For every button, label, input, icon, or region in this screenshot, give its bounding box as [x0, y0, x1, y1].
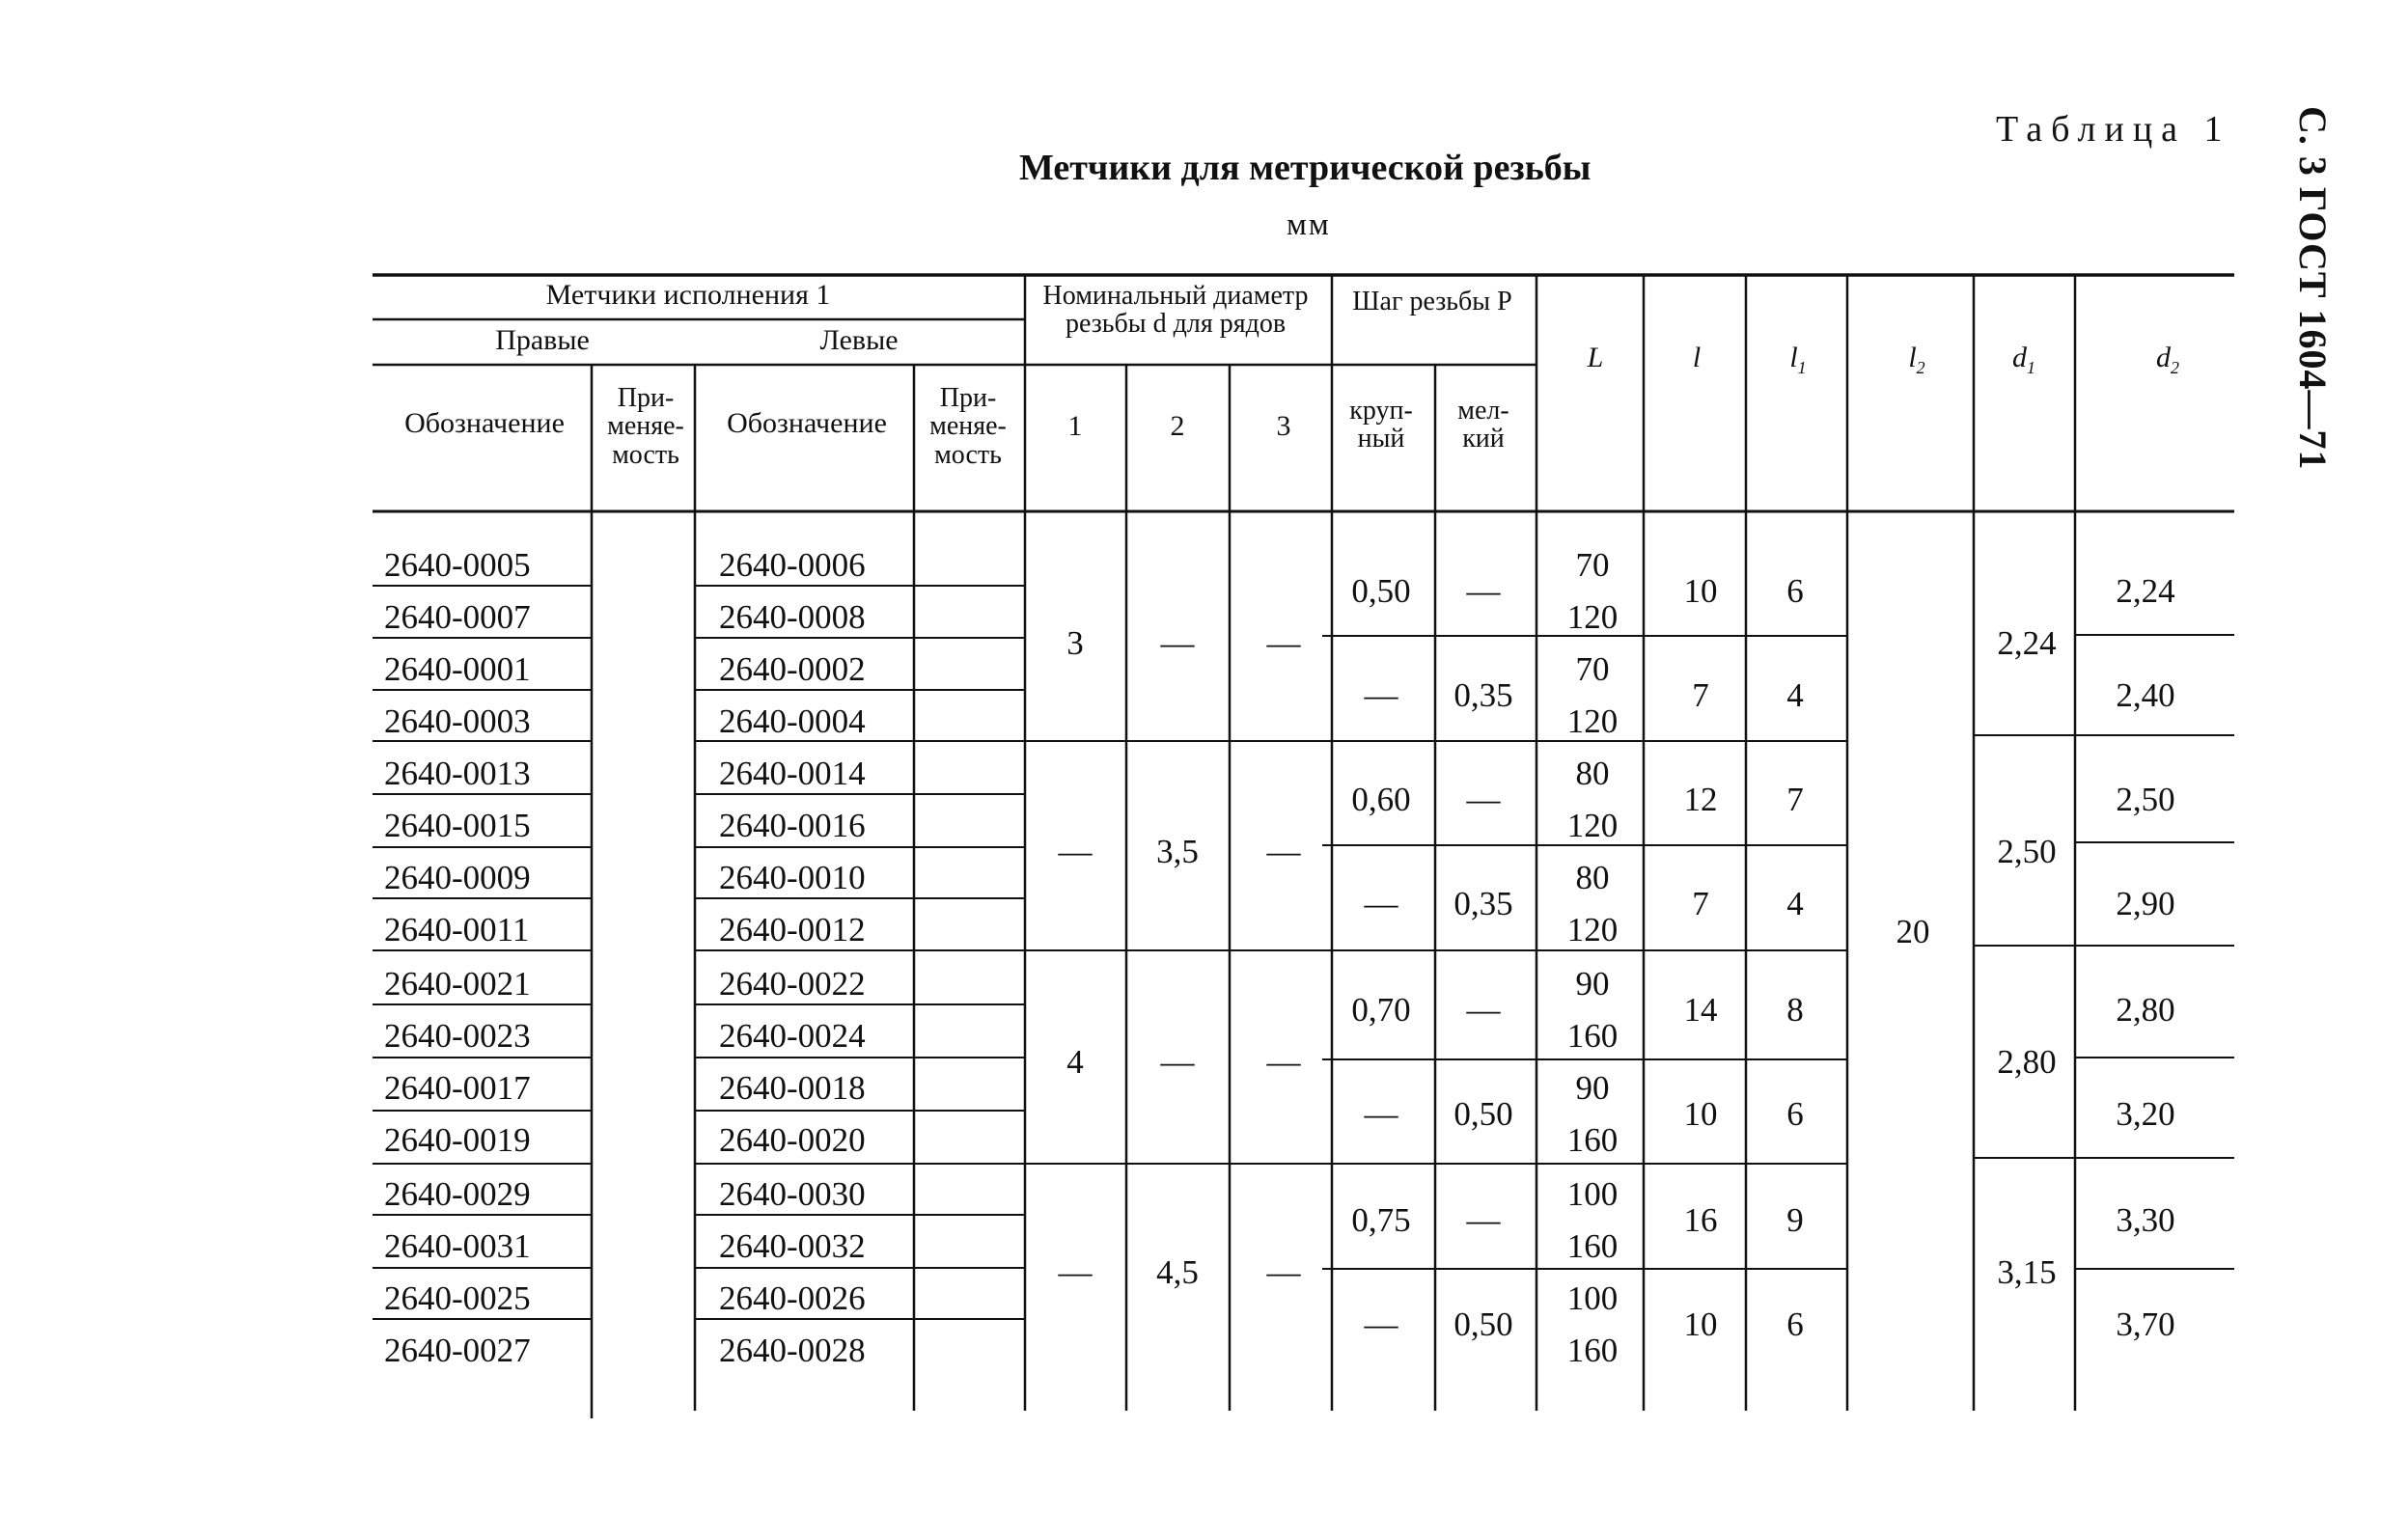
- diameter-row-2-cell: 3,5: [1156, 833, 1199, 870]
- length-l-cell: 10: [1683, 1095, 1718, 1133]
- right-designation-cell: 2640-0003: [384, 702, 531, 740]
- pitch-fine-cell: —: [1466, 1201, 1501, 1239]
- left-designation-cell: 2640-0006: [719, 546, 866, 584]
- right-designation-cell: 2640-0023: [384, 1017, 531, 1055]
- header-left-taps: Левые: [819, 324, 899, 356]
- left-designation-cell: 2640-0014: [719, 755, 866, 792]
- length-l-cell: 10: [1683, 572, 1718, 610]
- right-designation-cell: 2640-0029: [384, 1175, 531, 1213]
- diameter-row-3-cell: —: [1266, 624, 1301, 662]
- pitch-fine-cell: 0,50: [1453, 1305, 1513, 1343]
- right-designation-cell: 2640-0015: [384, 807, 531, 844]
- diameter-d1-cell: 2,80: [1997, 1043, 2057, 1081]
- diameter-row-1-cell: 3: [1066, 624, 1084, 662]
- length-L-cell: 120: [1566, 702, 1619, 740]
- pitch-fine-cell: 0,35: [1453, 676, 1513, 714]
- header-pitch-coarse: круп- ный: [1349, 396, 1413, 454]
- left-designation-cell: 2640-0030: [719, 1175, 866, 1213]
- header-left-designation: Обозначение: [727, 407, 887, 439]
- diameter-row-1-cell: 4: [1066, 1043, 1084, 1081]
- header-row-3: 3: [1276, 410, 1291, 442]
- length-L-cell: 160: [1566, 1332, 1619, 1369]
- header-row-1: 1: [1067, 410, 1083, 442]
- diameter-row-3-cell: —: [1266, 1043, 1301, 1081]
- length-l1-cell: 4: [1786, 885, 1804, 922]
- right-designation-cell: 2640-0001: [384, 650, 531, 688]
- length-l-cell: 12: [1683, 781, 1718, 818]
- pitch-coarse-cell: —: [1364, 1095, 1398, 1133]
- right-designation-cell: 2640-0013: [384, 755, 531, 792]
- diameter-d1-cell: 2,50: [1997, 833, 2057, 870]
- diameter-d2-cell: 3,20: [2116, 1095, 2175, 1133]
- right-designation-cell: 2640-0025: [384, 1279, 531, 1317]
- header-pitch-fine: мел- кий: [1457, 396, 1509, 454]
- right-designation-cell: 2640-0005: [384, 546, 531, 584]
- length-l-cell: 7: [1692, 676, 1709, 714]
- length-l-cell: 14: [1683, 991, 1718, 1029]
- left-designation-cell: 2640-0024: [719, 1017, 866, 1055]
- length-l-cell: 10: [1683, 1305, 1718, 1343]
- pitch-coarse-cell: —: [1364, 885, 1398, 922]
- pitch-fine-cell: 0,35: [1453, 885, 1513, 922]
- diameter-row-2-cell: —: [1160, 624, 1195, 662]
- diameter-d1-cell: 2,24: [1997, 624, 2057, 662]
- length-L-cell: 160: [1566, 1227, 1619, 1265]
- length-L-cell: 120: [1566, 807, 1619, 844]
- left-designation-cell: 2640-0022: [719, 965, 866, 1003]
- side-label: С. 3 ГОСТ 1604—71: [2291, 106, 2335, 471]
- left-designation-cell: 2640-0020: [719, 1121, 866, 1159]
- header-right-applicability: При- меняе- мость: [607, 383, 684, 470]
- header-thread-pitch: Шаг резьбы P: [1352, 287, 1512, 316]
- pitch-coarse-cell: 0,70: [1351, 991, 1411, 1029]
- header-nominal-diameter: Номинальный диаметр резьбы d для рядов: [1042, 281, 1309, 340]
- header-right-designation: Обозначение: [404, 407, 565, 439]
- left-designation-cell: 2640-0018: [719, 1069, 866, 1107]
- length-l1-cell: 4: [1786, 676, 1804, 714]
- header-d1: $d_1$: [2012, 342, 2035, 377]
- header-l1: $l_1$: [1789, 342, 1807, 377]
- right-designation-cell: 2640-0009: [384, 859, 531, 896]
- right-designation-cell: 2640-0019: [384, 1121, 531, 1159]
- length-L-cell: 80: [1575, 755, 1610, 792]
- pitch-fine-cell: —: [1466, 572, 1501, 610]
- header-d2: $d_2$: [2156, 342, 2179, 377]
- pitch-fine-cell: 0,50: [1453, 1095, 1513, 1133]
- pitch-fine-cell: —: [1466, 991, 1501, 1029]
- pitch-coarse-cell: —: [1364, 676, 1398, 714]
- left-designation-cell: 2640-0010: [719, 859, 866, 896]
- header-left-applicability: При- меняе- мость: [929, 383, 1007, 470]
- length-L-cell: 120: [1566, 598, 1619, 636]
- pitch-coarse-cell: —: [1364, 1305, 1398, 1343]
- length-L-cell: 160: [1566, 1017, 1619, 1055]
- length-l-cell: 7: [1692, 885, 1709, 922]
- table-title: Метчики для метрической резьбы: [1019, 148, 1591, 188]
- length-L-cell: 120: [1566, 911, 1619, 948]
- length-l2-cell: 20: [1896, 913, 1930, 950]
- diameter-d2-cell: 2,90: [2116, 885, 2175, 922]
- length-l1-cell: 7: [1786, 781, 1804, 818]
- left-designation-cell: 2640-0002: [719, 650, 866, 688]
- left-designation-cell: 2640-0028: [719, 1332, 866, 1369]
- length-L-cell: 70: [1575, 650, 1610, 688]
- diameter-d2-cell: 2,80: [2116, 991, 2175, 1029]
- left-designation-cell: 2640-0026: [719, 1279, 866, 1317]
- header-L: L: [1587, 342, 1604, 373]
- length-l1-cell: 6: [1786, 572, 1804, 610]
- right-designation-cell: 2640-0017: [384, 1069, 531, 1107]
- pitch-fine-cell: —: [1466, 781, 1501, 818]
- length-L-cell: 70: [1575, 546, 1610, 584]
- right-designation-cell: 2640-0027: [384, 1332, 531, 1369]
- right-designation-cell: 2640-0011: [384, 911, 530, 948]
- length-L-cell: 90: [1575, 1069, 1610, 1107]
- left-designation-cell: 2640-0012: [719, 911, 866, 948]
- pitch-coarse-cell: 0,50: [1351, 572, 1411, 610]
- length-L-cell: 160: [1566, 1121, 1619, 1159]
- length-L-cell: 80: [1575, 859, 1610, 896]
- table-number-label: Таблица 1: [1996, 109, 2231, 150]
- diameter-row-1-cell: —: [1058, 1253, 1093, 1291]
- length-l1-cell: 6: [1786, 1305, 1804, 1343]
- diameter-row-1-cell: —: [1058, 833, 1093, 870]
- diameter-d2-cell: 2,24: [2116, 572, 2175, 610]
- diameter-d2-cell: 3,70: [2116, 1305, 2175, 1343]
- diameter-d1-cell: 3,15: [1997, 1253, 2057, 1291]
- diameter-d2-cell: 2,50: [2116, 781, 2175, 818]
- left-designation-cell: 2640-0004: [719, 702, 866, 740]
- header-l2: $l_2$: [1908, 342, 1925, 377]
- right-designation-cell: 2640-0007: [384, 598, 531, 636]
- header-taps-group: Метчики исполнения 1: [545, 279, 831, 311]
- right-designation-cell: 2640-0031: [384, 1227, 531, 1265]
- diameter-row-2-cell: 4,5: [1156, 1253, 1199, 1291]
- length-l1-cell: 9: [1786, 1201, 1804, 1239]
- length-L-cell: 100: [1566, 1279, 1619, 1317]
- length-L-cell: 90: [1575, 965, 1610, 1003]
- left-designation-cell: 2640-0032: [719, 1227, 866, 1265]
- header-right-taps: Правые: [495, 324, 590, 356]
- left-designation-cell: 2640-0016: [719, 807, 866, 844]
- diameter-d2-cell: 3,30: [2116, 1201, 2175, 1239]
- pitch-coarse-cell: 0,75: [1351, 1201, 1411, 1239]
- diameter-row-2-cell: —: [1160, 1043, 1195, 1081]
- length-l1-cell: 8: [1786, 991, 1804, 1029]
- diameter-row-3-cell: —: [1266, 833, 1301, 870]
- header-l: l: [1692, 342, 1702, 373]
- diameter-row-3-cell: —: [1266, 1253, 1301, 1291]
- length-l-cell: 16: [1683, 1201, 1718, 1239]
- header-row-2: 2: [1170, 410, 1185, 442]
- length-L-cell: 100: [1566, 1175, 1619, 1213]
- diameter-d2-cell: 2,40: [2116, 676, 2175, 714]
- pitch-coarse-cell: 0,60: [1351, 781, 1411, 818]
- left-designation-cell: 2640-0008: [719, 598, 866, 636]
- length-l1-cell: 6: [1786, 1095, 1804, 1133]
- unit-label: мм: [1287, 207, 1331, 242]
- right-designation-cell: 2640-0021: [384, 965, 531, 1003]
